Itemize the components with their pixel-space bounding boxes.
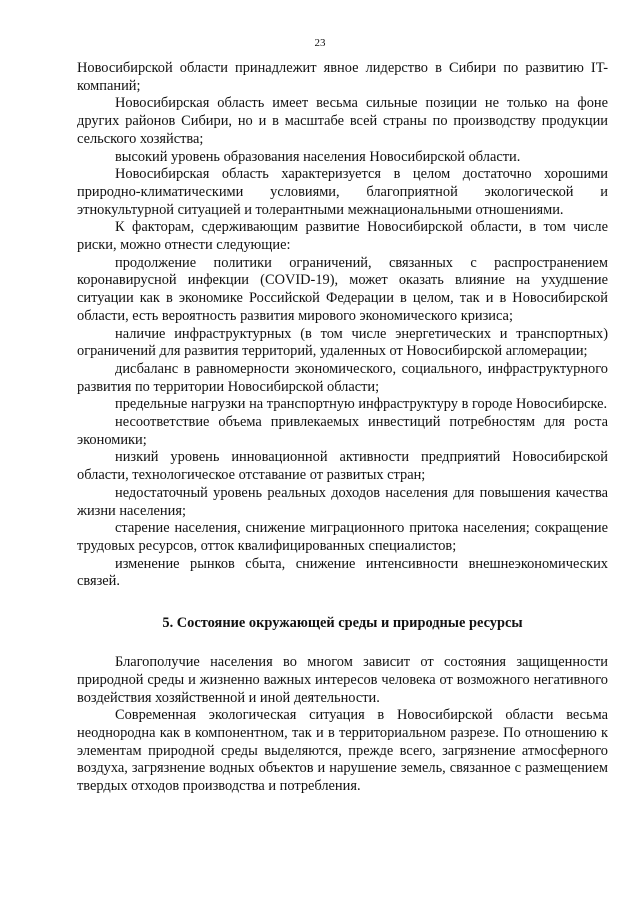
section-spacer — [77, 632, 608, 654]
section-spacer — [77, 591, 608, 614]
paragraph: Новосибирская область имеет весьма сильные позиции не только на фоне других районов Сибири, но и в масштабе всей страны по производству продукции сельского хозяйства; — [77, 95, 608, 147]
paragraph: К факторам, сдерживающим развитие Новосибирской области, в том числе риски, можно отнести следующие: — [77, 219, 608, 254]
list-item: дисбаланс в равномерности экономического, социального, инфраструктурного развития по территории Новосибирской области; — [77, 360, 608, 395]
page-number: 23 — [314, 37, 326, 49]
list-item: несоответствие объема привлекаемых инвестиций потребностям для роста экономики; — [77, 414, 608, 448]
list-item: наличие инфраструктурных (в том числе энергетических и транспортных) ограничений для развития территорий, удаленных от Новосибирской агломерации; — [77, 325, 608, 360]
section-heading: 5. Состояние окружающей среды и природные ресурсы — [162, 615, 523, 632]
list-item: низкий уровень инновационной активности предприятий Новосибирской области, технологическое отставание от развитых стран; — [77, 449, 608, 484]
paragraph: высокий уровень образования населения Новосибирской области. — [115, 148, 521, 165]
document-body — [77, 60, 608, 796]
paragraph: Новосибирской области принадлежит явное лидерство в Сибири по развитию IT-компаний; — [77, 60, 608, 94]
list-item: предельные нагрузки на транспортную инфраструктуру в городе Новосибирске. — [115, 396, 608, 413]
list-item: продолжение политики ограничений, связанных с распространением коронавирусной инфекции (COVID-19), может оказать влияние на ухудшение ситуации как в экономике Российской Федерации в целом, так и в Новосибирской области, есть вероятность развития мирового экономического кризиса; — [77, 254, 608, 324]
paragraph: Современная экологическая ситуация в Новосибирской области весьма неоднородна как в компонентном, так и в территориальном разрезе. По отношению к элементам природной среды выделяются, прежде всего, загрязнение атмосферного воздуха, загрязнение водных объектов и нарушение земель, связанное с размещением твердых отходов производства и потребления. — [77, 707, 608, 795]
paragraph: Новосибирская область характеризуется в целом достаточно хорошими природно-климатическими условиями, благоприятной экологической и этнокультурной ситуацией и толерантными межнациональными отношениями. — [77, 166, 608, 218]
paragraph: Благополучие населения во многом зависит от состояния защищенности природной среды и жизненно важных интересов человека от возможного негативного воздействия хозяйственной и иной деятельности. — [77, 654, 608, 706]
list-item: изменение рынков сбыта, снижение интенсивности внешнеэкономических связей. — [77, 555, 608, 590]
list-item: старение населения, снижение миграционного притока населения; сокращение трудовых ресурсов, отток квалифицированных специалистов; — [77, 520, 608, 554]
list-item: недостаточный уровень реальных доходов населения для повышения качества жизни населения; — [77, 484, 608, 519]
